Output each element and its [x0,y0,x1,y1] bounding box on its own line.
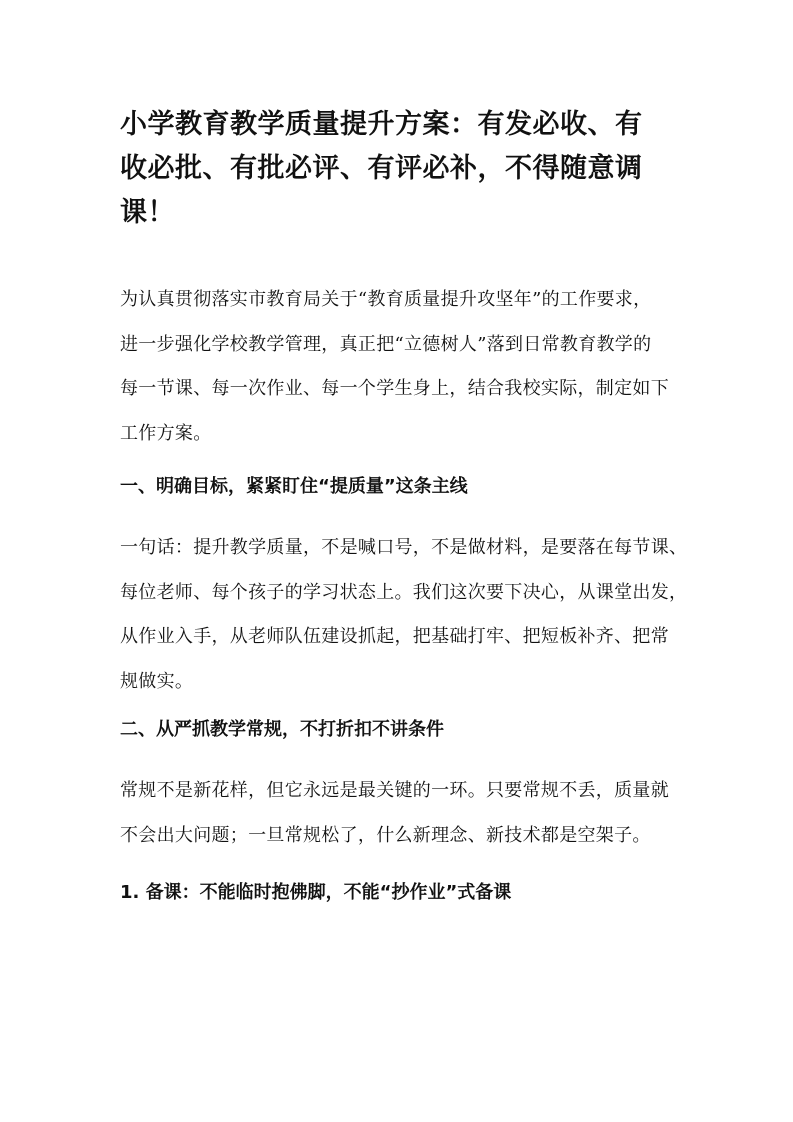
paragraph-line: 规做实。 [120,670,194,692]
paragraph-line: 每位老师、每个孩子的学习状态上。我们这次要下决心，从课堂出发， [120,581,688,603]
title-line: 课！ [120,197,175,228]
paragraph-line: 每一节课、每一次作业、每一个学生身上，结合我校实际，制定如下 [120,378,669,399]
intro-paragraph [120,278,680,456]
title-line: 收必批、有批必评、有评必补，不得随意调 [120,153,643,184]
paragraph-line: 从作业入手，从老师队伍建设抓起，把基础打牢、把短板补齐、把常 [120,626,669,647]
paragraph-line: 进一步强化学校教学管理，真正把“立德树人”落到日常教育教学的 [120,333,652,355]
section2-paragraph [120,769,680,858]
subsection-heading-1: 1. 备课：不能临时抱佛脚，不能“抄作业”式备课 [120,882,512,903]
paragraph-line: 常规不是新花样，但它永远是最关键的一环。只要常规不丢，质量就 [120,780,669,801]
paragraph-line: 为认真贯彻落实市教育局关于“教育质量提升攻坚年”的工作要求， [120,289,652,310]
paragraph-line: 工作方案。 [120,422,212,444]
section-heading-2: 二、从严抓教学常规，不打折扣不讲条件 [120,719,444,740]
section1-paragraph [120,526,688,704]
paragraph-line: 不会出大问题；一旦常规松了，什么新理念、新技术都是空架子。 [120,824,651,846]
document-title [120,103,680,235]
paragraph-line: 一句话：提升教学质量，不是喊口号，不是做材料，是要落在每节课、 [120,537,688,558]
section-heading-1: 一、明确目标，紧紧盯住“提质量”这条主线 [120,476,468,497]
title-line: 小学教育教学质量提升方案：有发必收、有 [120,109,643,140]
